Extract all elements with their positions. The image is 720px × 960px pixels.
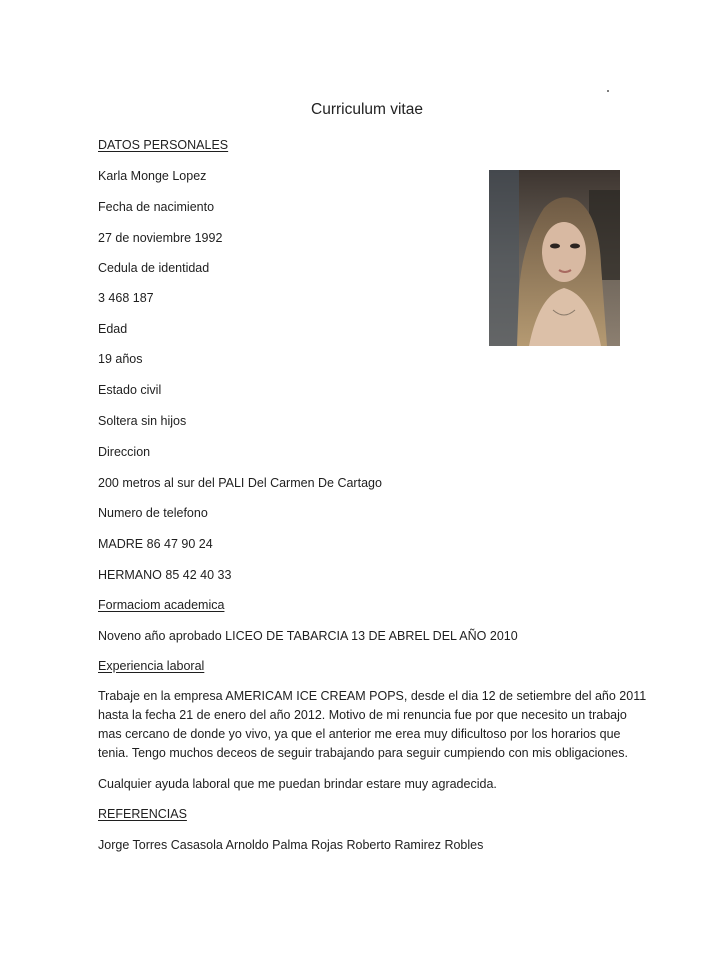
birth-date-label: Fecha de nacimiento [98, 200, 215, 214]
id-label: Cedula de identidad [98, 261, 210, 275]
birth-date-value: 27 de noviembre 1992 [98, 231, 223, 245]
full-name: Karla Monge Lopez [98, 169, 207, 183]
phone-label: Numero de telefono [98, 506, 208, 520]
experience-line-1: Trabaje en la empresa AMERICAM ICE CREAM POPS, desde el dia 12 de setiembre del año 2011 [98, 689, 647, 703]
phone-mother: MADRE 86 47 90 24 [98, 537, 213, 551]
civil-status-value: Soltera sin hijos [98, 414, 187, 428]
heading-personal-data: DATOS PERSONALES [98, 138, 229, 152]
experience-line-2: hasta la fecha 21 de enero del año 2012. Motivo de mi renuncia fue por que necesito un trabajo [98, 708, 627, 722]
references-names: Jorge Torres Casasola Arnoldo Palma Rojas Roberto Ramirez Robles [98, 838, 484, 852]
page-title: Curriculum vitae [311, 101, 423, 118]
experience-line-3: mas cercano de donde yo vivo, ya que el anterior me erea muy dificultoso por los horarios que [98, 727, 621, 741]
age-label: Edad [98, 322, 128, 336]
id-value: 3 468 187 [98, 291, 154, 305]
closing-text: Cualquier ayuda laboral que me puedan brindar estare muy agradecida. [98, 777, 497, 791]
address-value: 200 metros al sur del PALI Del Carmen De Cartago [98, 476, 382, 490]
phone-brother: HERMANO 85 42 40 33 [98, 568, 232, 582]
civil-status-label: Estado civil [98, 383, 162, 397]
experience-line-4: tenia. Tengo muchos deceos de seguir trabajando para seguir cumpiendo con mis obligaciones. [98, 746, 628, 760]
scan-speck [607, 90, 609, 92]
portrait-photo-icon [489, 170, 620, 346]
age-value: 19 años [98, 352, 143, 366]
education-text: Noveno año aprobado LICEO DE TABARCIA 13 DE ABREL DEL AÑO 2010 [98, 629, 518, 643]
portrait-photo [489, 170, 620, 346]
heading-experience: Experiencia laboral [98, 659, 205, 673]
heading-references: REFERENCIAS [98, 807, 187, 821]
address-label: Direccion [98, 445, 151, 459]
heading-education: Formaciom academica [98, 598, 225, 612]
